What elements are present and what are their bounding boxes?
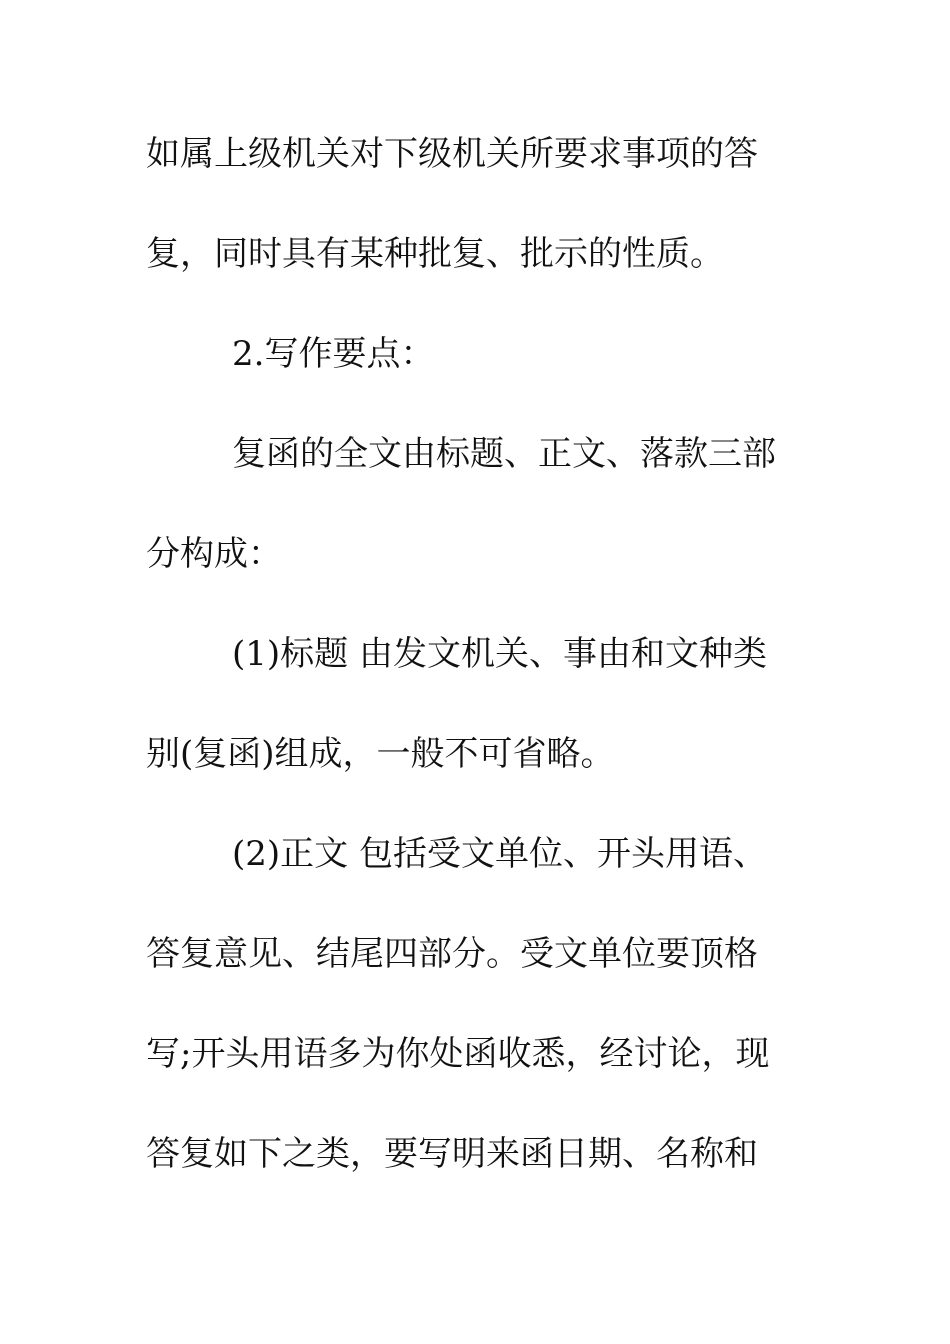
body-text-line-2: 复，同时具有某种批复、批示的性质。 [146,234,724,274]
section-heading: 2.写作要点： [232,334,435,374]
body-text-line-1: 如属上级机关对下级机关所要求事项的答 [146,134,758,174]
list-item-body-line-2: 答复意见、结尾四部分。受文单位要顶格 [146,934,758,974]
list-item-body-line-1: (2)正文 包括受文单位、开头用语、 [232,834,767,874]
body-text-line-4: 分构成： [146,534,282,574]
list-item-body-line-4: 答复如下之类，要写明来函日期、名称和 [146,1134,758,1174]
list-item-title-line-2: 别(复函)组成，一般不可省略。 [146,734,615,774]
list-item-body-line-3: 写;开头用语多为你处函收悉，经讨论，现 [146,1034,770,1074]
list-item-title-line-1: (1)标题 由发文机关、事由和文种类 [232,634,767,674]
body-text-line-3: 复函的全文由标题、正文、落款三部 [232,434,776,474]
